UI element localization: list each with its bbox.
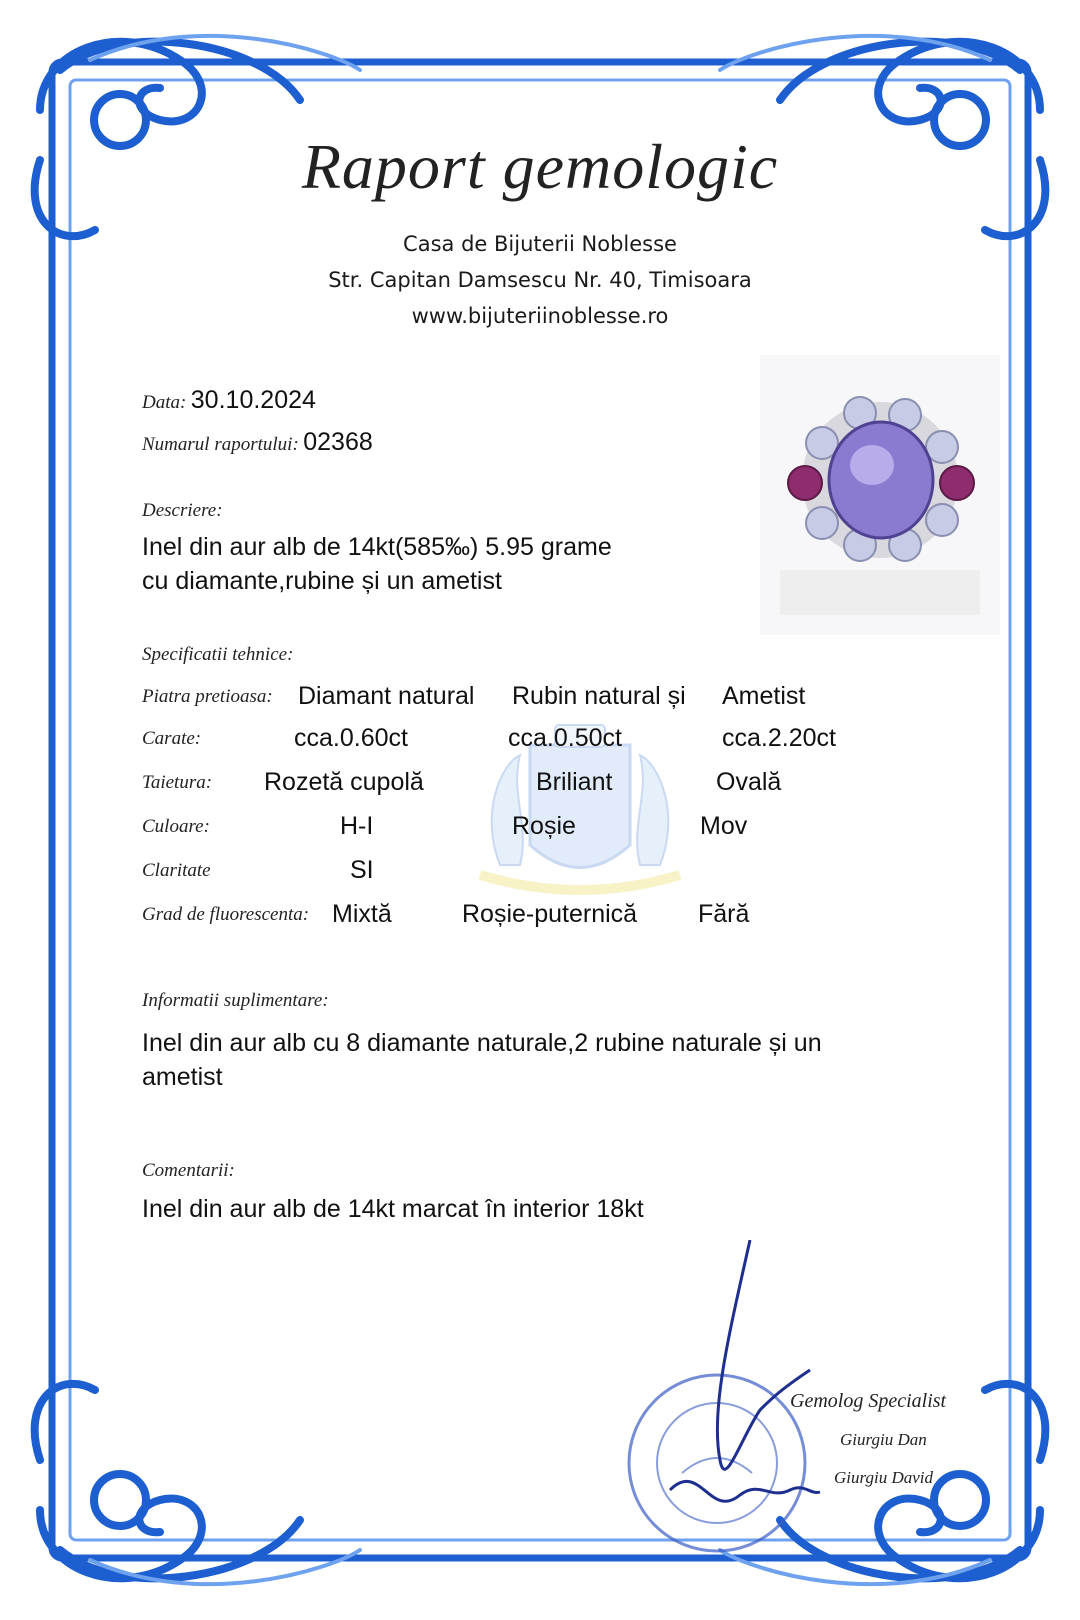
report-number-label: Numarul raportului: xyxy=(142,434,299,455)
spec-stone-col1: Diamant natural xyxy=(298,682,475,710)
comments-label: Comentarii: xyxy=(142,1160,235,1181)
description-line-2: cu diamante,rubine și un ametist xyxy=(142,567,502,595)
spec-label-clarity: Claritate xyxy=(142,860,211,881)
ring-photo xyxy=(760,355,1000,635)
spec-clarity-col1: SI xyxy=(350,856,374,884)
spec-stone-col2: Rubin natural și xyxy=(512,682,686,710)
comments-text: Inel din aur alb de 14kt marcat în interior 18kt xyxy=(142,1195,644,1223)
spec-label-fluorescence: Grad de fluorescenta: xyxy=(142,904,310,925)
extra-info-line-1: Inel din aur alb cu 8 diamante naturale,2 rubine naturale și un xyxy=(142,1029,822,1057)
spec-cut-col1: Rozetă cupolă xyxy=(264,768,424,796)
spec-label-carats: Carate: xyxy=(142,728,202,749)
spec-color-col3: Mov xyxy=(700,812,748,840)
spec-fluorescence-col3: Fără xyxy=(698,900,750,928)
gemologist-name-1: Giurgiu Dan xyxy=(840,1430,927,1449)
specs-label: Specificatii tehnice: xyxy=(142,644,294,665)
spec-label-cut: Taietura: xyxy=(142,772,213,793)
spec-fluorescence-col1: Mixtă xyxy=(332,900,392,928)
spec-carats-col2: cca.0.50ct xyxy=(508,724,622,752)
spec-color-col2: Roșie xyxy=(512,812,576,840)
spec-label-stone: Piatra pretioasa: xyxy=(142,686,273,707)
spec-color-col1: H-I xyxy=(340,812,374,840)
description-line-1: Inel din aur alb de 14kt(585‰) 5.95 grame xyxy=(142,533,612,561)
extra-info-line-2: ametist xyxy=(142,1063,223,1091)
date-row xyxy=(142,386,316,415)
gemologist-name-2: Giurgiu David xyxy=(834,1468,934,1487)
report-number-value: 02368 xyxy=(303,428,373,456)
company-name: Casa de Bijuterii Noblesse xyxy=(403,232,677,256)
spec-carats-col3: cca.2.20ct xyxy=(722,724,836,752)
report-title: Raport gemologic xyxy=(301,131,779,202)
gemologist-role: Gemolog Specialist xyxy=(790,1390,947,1412)
spec-label-color: Culoare: xyxy=(142,816,210,837)
spec-cut-col2: Briliant xyxy=(536,768,613,796)
company-address: Str. Capitan Damsescu Nr. 40, Timisoara xyxy=(328,268,752,292)
report-number-row xyxy=(142,428,373,457)
date-value: 30.10.2024 xyxy=(190,386,316,414)
date-label: Data: xyxy=(142,392,187,413)
spec-carats-col1: cca.0.60ct xyxy=(294,724,408,752)
spec-stone-col3: Ametist xyxy=(722,682,806,710)
spec-cut-col3: Ovală xyxy=(716,768,782,796)
extra-info-label: Informatii suplimentare: xyxy=(142,990,329,1011)
spec-fluorescence-col2: Roșie-puternică xyxy=(462,900,638,928)
company-website: www.bijuteriinoblesse.ro xyxy=(411,304,669,328)
description-label: Descriere: xyxy=(142,500,223,521)
